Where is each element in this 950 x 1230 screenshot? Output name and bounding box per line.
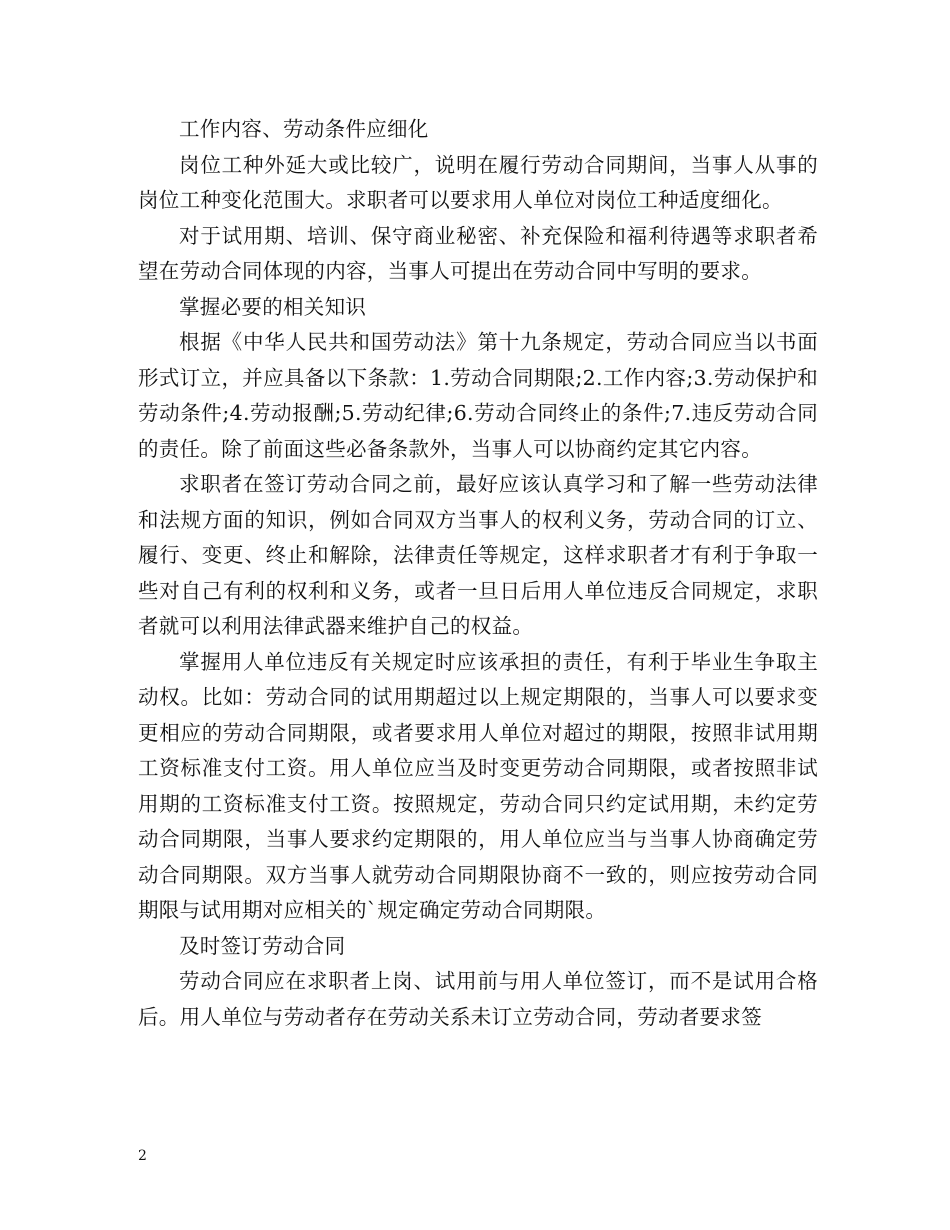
paragraph: 求职者在签订劳动合同之前，最好应该认真学习和了解一些劳动法律和法规方面的知识，例如合同双方当事人的权利义务，劳动合同的订立、履行、变更、终止和解除，法律责任等规定，这样求职者才有利于争取一些对自己有利的权利和义务，或者一旦日后用人单位违反合同规定，求职者就可以利用法律武器来维护自己的权益。 [138,472,818,638]
paragraph-heading-work-content: 工作内容、劳动条件应细化 [179,117,429,141]
paragraph: 根据《中华人民共和国劳动法》第十九条规定，劳动合同应当以书面形式订立，并应具备以下条款：1.劳动合同期限;2.工作内容;3.劳动保护和劳动条件;4.劳动报酬;5.劳动纪律;6.劳动合同终止的条件;7.违反劳动合同的责任。除了前面这些必备条款外，当事人可以协商约定其它内容。 [138,330,818,461]
paragraph: 岗位工种外延大或比较广，说明在履行劳动合同期间，当事人从事的岗位工种变化范围大。求职者可以要求用人单位对岗位工种适度细化。 [138,152,818,212]
paragraph-heading-knowledge: 掌握必要的相关知识 [179,294,367,319]
paragraph-heading-sign-contract: 及时签订劳动合同 [179,933,346,958]
document-body [138,112,818,1035]
page-number: 2 [138,1148,147,1164]
paragraph: 掌握用人单位违反有关规定时应该承担的责任，有利于毕业生争取主动权。比如：劳动合同的试用期超过以上规定期限的，当事人可以要求变更相应的劳动合同期限，或者要求用人单位对超过的期限，按照非试用期工资标准支付工资。用人单位应当及时变更劳动合同期限，或者按照非试用期的工资标准支付工资。按照规定，劳动合同只约定试用期，未约定劳动合同期限，当事人要求约定期限的，用人单位应当与当事人协商确定劳动合同期限。双方当事人就劳动合同期限协商不一致的，则应按劳动合同期限与试用期对应相关的`规定确定劳动合同期限。 [138,649,818,922]
paragraph: 对于试用期、培训、保守商业秘密、补充保险和福利待遇等求职者希望在劳动合同体现的内容，当事人可提出在劳动合同中写明的要求。 [138,223,818,283]
paragraph: 劳动合同应在求职者上岗、试用前与用人单位签订，而不是试用合格后。用人单位与劳动者存在劳动关系未订立劳动合同，劳动者要求签 [138,969,818,1029]
